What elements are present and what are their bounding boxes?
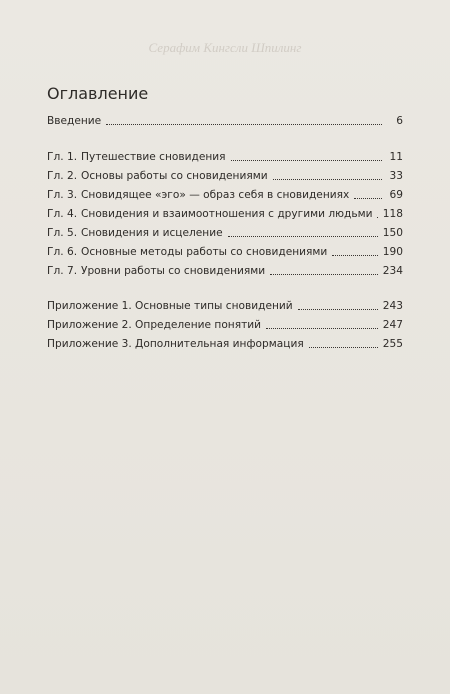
toc-entry-chapter-4[interactable]	[47, 208, 403, 224]
toc-entry-introduction[interactable]	[47, 115, 403, 131]
toc-leader-dots	[106, 116, 382, 125]
toc-leader-dots	[332, 247, 377, 256]
toc-entry-title: Уровни работы со сновидениями	[81, 265, 266, 277]
toc-entry-title: Введение	[47, 115, 102, 127]
toc-leader-dots	[270, 266, 378, 275]
toc-entry-title: Сновидения и исцеление	[81, 227, 223, 239]
toc-entry-page: 11	[389, 151, 403, 163]
toc-entry-number: Гл. 4.	[47, 208, 78, 220]
toc-entry-title: Сновидящее «эго» — образ себя в сновидениях	[81, 189, 350, 201]
toc-entry-page: 234	[382, 265, 403, 277]
toc-entry-number: Гл. 3.	[47, 189, 78, 201]
running-head: Серафим Кингсли Шпилинг	[148, 40, 302, 55]
toc-entry-page: 150	[382, 227, 403, 239]
toc-leader-dots	[273, 171, 382, 180]
toc-entry-chapter-3[interactable]	[47, 189, 403, 205]
toc-leader-dots	[266, 320, 378, 329]
toc-entry-page: 243	[382, 300, 403, 312]
toc-entry-title: Основные методы работы со сновидениями	[81, 246, 328, 258]
toc-leader-dots	[298, 301, 378, 310]
toc-entry-number: Гл. 1.	[47, 151, 78, 163]
toc-entry-title: Приложение 1. Основные типы сновидений	[47, 300, 293, 312]
toc-entry-appendix-2[interactable]	[47, 319, 403, 335]
toc-entry-page: 255	[382, 338, 403, 350]
toc-entry-number: Гл. 5.	[47, 227, 78, 239]
toc-entry-title: Сновидения и взаимоотношения с другими людьми	[81, 208, 373, 220]
toc-entry-number: Гл. 6.	[47, 246, 78, 258]
toc-entry-chapter-6[interactable]	[47, 246, 403, 262]
toc-entry-page: 33	[389, 170, 403, 182]
toc-entry-page: 190	[382, 246, 403, 258]
toc-entry-number: Гл. 7.	[47, 265, 78, 277]
toc-entry-page: 247	[382, 319, 403, 331]
toc-entry-page: 118	[382, 208, 403, 220]
toc-leader-dots	[309, 339, 378, 348]
toc-entry-title: Приложение 3. Дополнительная информация	[47, 338, 304, 350]
toc-entry-chapter-7[interactable]	[47, 265, 403, 281]
toc-entry-chapter-1[interactable]	[47, 151, 403, 167]
toc-entry-appendix-1[interactable]	[47, 300, 403, 316]
toc-entry-chapter-2[interactable]	[47, 170, 403, 186]
toc-entry-chapter-5[interactable]	[47, 227, 403, 243]
toc-leader-dots	[354, 190, 382, 199]
toc-leader-dots	[228, 228, 378, 237]
toc-title: Оглавление	[47, 84, 149, 103]
toc-entry-number: Гл. 2.	[47, 170, 78, 182]
toc-entry-appendix-3[interactable]	[47, 338, 403, 354]
toc-entry-title: Путешествие сновидения	[81, 151, 226, 163]
toc-entry-title: Приложение 2. Определение понятий	[47, 319, 262, 331]
toc-entry-page: 69	[389, 189, 403, 201]
toc-entry-page: 6	[396, 115, 403, 127]
toc-leader-dots	[231, 152, 382, 161]
toc-entry-title: Основы работы со сновидениями	[81, 170, 268, 182]
